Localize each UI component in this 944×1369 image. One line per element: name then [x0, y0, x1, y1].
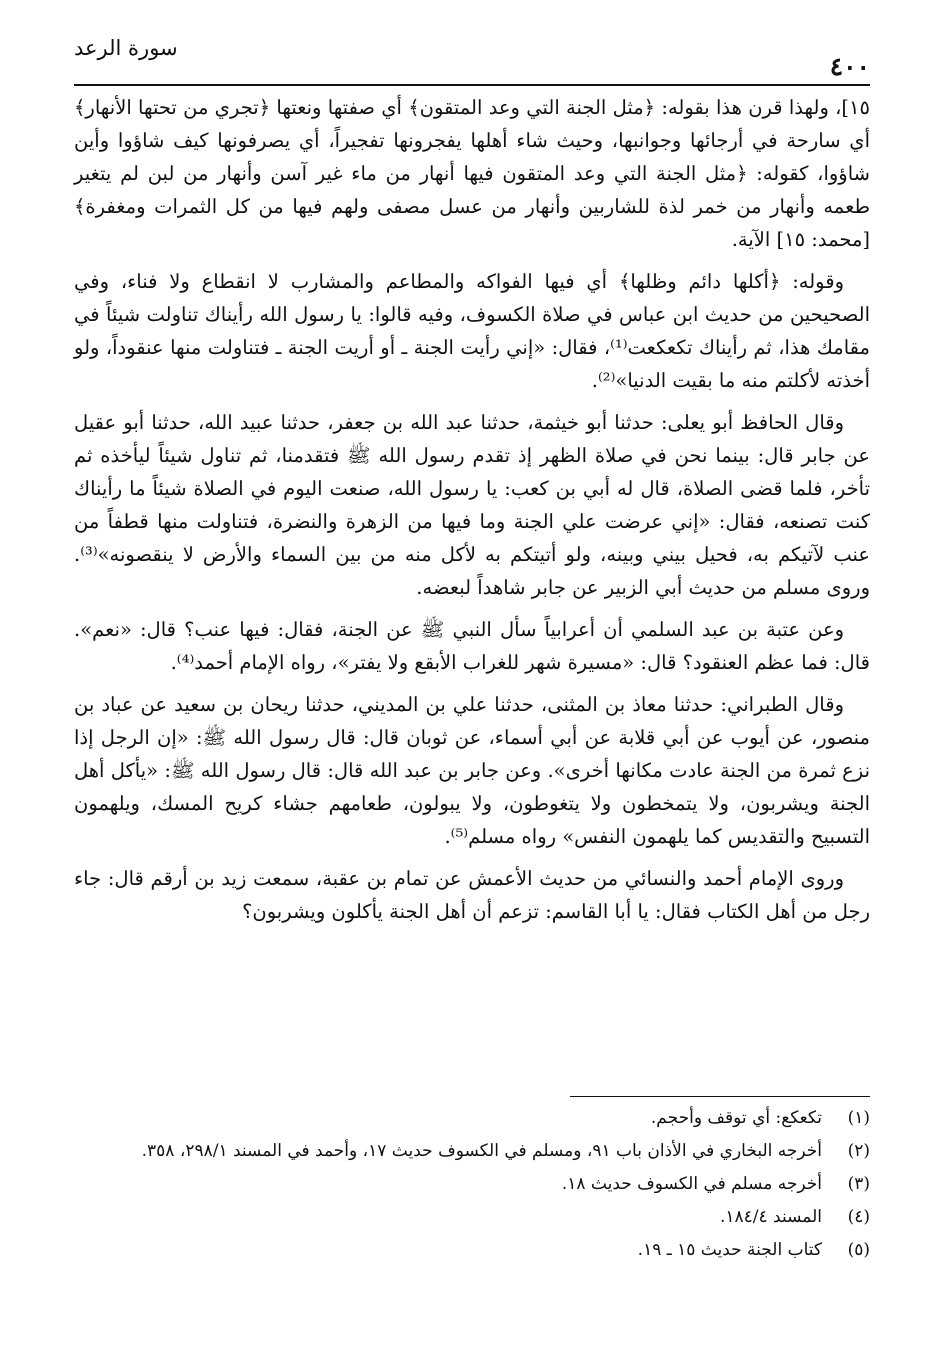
footnote — [74, 1236, 870, 1265]
page-number: ٤٠٠ — [829, 52, 870, 81]
footnote-number: (٤) — [847, 1207, 870, 1227]
footnote — [74, 1203, 870, 1232]
footnotes — [74, 1104, 870, 1269]
paragraph: وقال الحافظ أبو يعلى: حدثنا أبو خيثمة، حدثنا عبد الله بن جعفر، حدثنا عبيد الله، حدثنا أبو عقيل عن جابر قال: بينما نحن في صلاة الظهر إذ تقدم رسول الله ﷺ فتقدمنا، ثم تناول شيئاً ليأخذه ثم تأخر، فلما قضى الصلاة، قال له أبي بن كعب: يا رسول الله، صنعت اليوم في الصلاة شيئاً ما رأيناك كنت تصنعه، فقال: «إني عرضت علي الجنة وما فيها من الزهرة والنضرة، فتناولت منها قطفاً من عنب لآتيكم به، فحيل بيني وبينه، ولو أتيتكم به لأكل منه من بين السماء والأرض لا ينقصونه»⁽³⁾. وروى مسلم من حديث أبي الزبير عن جابر شاهداً لبعضه. — [74, 411, 870, 599]
footnote-number: (٣) — [847, 1174, 870, 1194]
header-divider — [74, 84, 870, 86]
footnote-number: (٢) — [847, 1141, 870, 1161]
footnote-text: أخرجه مسلم في الكسوف حديث ١٨. — [561, 1174, 822, 1194]
footnote-text: تكعكع: أي توقف وأحجم. — [650, 1108, 822, 1128]
paragraph: ١٥]، ولهذا قرن هذا بقوله: ﴿مثل الجنة التي وعد المتقون﴾ أي صفتها ونعتها ﴿تجري من تحتها الأنهار﴾ أي سارحة في أرجائها وجوانبها، وحيث شاء أهلها يفجرونها تفجيراً، أي يصرفونها كيف شاؤوا وأين شاؤوا، كقوله: ﴿مثل الجنة التي وعد المتقون فيها أنهار من ماء غير آسن وأنهار من لبن لم يتغير طعمه وأنهار من خمر لذة للشاربين وأنهار من عسل مصفى ولهم فيها من كل الثمرات ومغفرة﴾ [محمد: ١٥] الآية. — [74, 96, 870, 251]
footnote — [74, 1170, 870, 1199]
footnote — [74, 1137, 870, 1166]
paragraph: وقال الطبراني: حدثنا معاذ بن المثنى، حدثنا علي بن المديني، حدثنا ريحان بن سعيد عن عباد بن منصور، عن أيوب عن أبي قلابة عن أبي أسماء، عن ثوبان قال: قال رسول الله ﷺ: «إن الرجل إذا نزع ثمرة من الجنة عادت مكانها أخرى». وعن جابر بن عبد الله قال: قال رسول الله ﷺ: «يأكل أهل الجنة ويشربون، ولا يتمخطون ولا يتغوطون، ولا يبولون، طعامهم جشاء كريح المسك، ويلهمون التسبيح والتقديس كما يلهمون النفس» رواه مسلم⁽⁵⁾. — [74, 693, 870, 848]
surah-title: سورة الرعد — [74, 36, 178, 60]
footnote-text: كتاب الجنة حديث ١٥ ـ ١٩. — [637, 1240, 822, 1260]
footnote — [74, 1104, 870, 1133]
main-text — [74, 91, 870, 937]
paragraph: وقوله: ﴿أكلها دائم وظلها﴾ أي فيها الفواكه والمطاعم والمشارب لا انقطاع ولا فناء، وفي الصحيحين من حديث ابن عباس في صلاة الكسوف، وفيه قالوا: يا رسول الله رأيناك تناولت شيئاً في مقامك هذا، ثم رأيناك تكعكعت⁽¹⁾، فقال: «إني رأيت الجنة ـ أو أريت الجنة ـ فتناولت منها عنقوداً، ولو أخذته لأكلتم منه ما بقيت الدنيا»⁽²⁾. — [74, 270, 870, 392]
paragraph: وعن عتبة بن عبد السلمي أن أعرابياً سأل النبي ﷺ عن الجنة، فقال: فيها عنب؟ قال: «نعم». قال: فما عظم العنقود؟ قال: «مسيرة شهر للغراب الأبقع ولا يفتر»، رواه الإمام أحمد⁽⁴⁾. — [74, 618, 870, 674]
page-header — [74, 36, 870, 80]
paragraph: وروى الإمام أحمد والنسائي من حديث الأعمش عن تمام بن عقبة، سمعت زيد بن أرقم قال: جاء رجل من أهل الكتاب فقال: يا أبا القاسم: تزعم أن أهل الجنة يأكلون ويشربون؟ — [74, 867, 870, 923]
footnote-divider — [570, 1096, 870, 1097]
footnote-number: (٥) — [847, 1240, 870, 1260]
footnote-text: أخرجه البخاري في الأذان باب ٩١، ومسلم في الكسوف حديث ١٧، وأحمد في المسند ٢٩٨/١، ٣٥٨. — [141, 1141, 822, 1161]
footnote-text: المسند ١٨٤/٤. — [719, 1207, 822, 1227]
footnote-number: (١) — [847, 1108, 870, 1128]
